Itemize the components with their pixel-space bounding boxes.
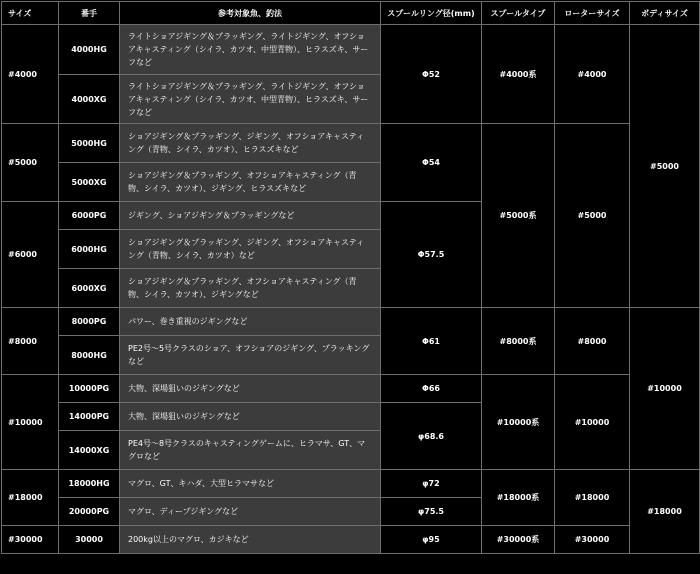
description-cell: PE2号～5号クラスのショア、オフショアのジギング、プラッキングなど [120,336,381,375]
model-cell: 10000PG [59,375,120,403]
body-size-cell: #5000 [630,25,700,308]
description-cell: ショアジギング＆プラッギング、ジギング、オフショアキャスティング（青物、シイラ、カツオ）、ヒラスズキなど [120,124,381,163]
size-cell: #8000 [2,308,59,375]
model-cell: 14000PG [59,403,120,431]
header-model: 番手 [59,2,120,25]
description-cell: 200kg以上のマグロ、カジキなど [120,526,381,554]
model-cell: 20000PG [59,498,120,526]
spool-ring-cell: Φ57.5 [381,202,482,308]
description-cell: ショアジギング＆プラッギング、オフショアキャスティング（青物、シイラ、カツオ）、ジギングなど [120,269,381,308]
size-cell: #18000 [2,470,59,526]
table-row [2,470,700,498]
model-cell: 8000HG [59,336,120,375]
spool-ring-cell: Φ54 [381,124,482,202]
size-cell: #10000 [2,375,59,470]
reel-spec-table [1,1,700,554]
model-cell: 4000HG [59,25,120,75]
description-cell: ショアジギング＆プラッギング、ジギング、オフショアキャスティング（青物、シイラ、カツオ）など [120,230,381,269]
table-row [2,375,700,403]
body-size-cell: #10000 [630,308,700,470]
spool-type-cell: #18000系 [482,470,555,526]
spool-ring-cell: Φ61 [381,308,482,375]
header-size: サイズ [2,2,59,25]
table-row [2,526,700,554]
size-cell: #6000 [2,202,59,308]
model-cell: 18000HG [59,470,120,498]
spool-type-cell: #4000系 [482,25,555,124]
description-cell: パワー、巻き重視のジギングなど [120,308,381,336]
size-cell: #5000 [2,124,59,202]
model-cell: 6000XG [59,269,120,308]
model-cell: 6000PG [59,202,120,230]
table-row [2,308,700,336]
spool-type-cell: #5000系 [482,124,555,308]
model-cell: 5000XG [59,163,120,202]
header-rotor-size: ローターサイズ [555,2,630,25]
description-cell: PE4号～8号クラスのキャスティングゲームに、ヒラマサ、GT、マグロなど [120,431,381,470]
header-spool-type: スプールタイプ [482,2,555,25]
description-cell: 大物、深場狙いのジギングなど [120,375,381,403]
model-cell: 6000HG [59,230,120,269]
description-cell: マグロ、GT、キハダ、大型ヒラマサなど [120,470,381,498]
spool-ring-cell: φ72 [381,470,482,498]
model-cell: 5000HG [59,124,120,163]
spool-ring-cell: φ75.5 [381,498,482,526]
rotor-size-cell: #5000 [555,124,630,308]
spool-ring-cell: Φ52 [381,25,482,124]
size-cell: #30000 [2,526,59,554]
spool-type-cell: #8000系 [482,308,555,375]
description-cell: ライトショアジギング＆プラッギング、ライトジギング、オフショアキャスティング（シイラ、カツオ、中型青物）、ヒラスズキ、サーフなど [120,25,381,75]
rotor-size-cell: #30000 [555,526,630,554]
spool-ring-cell: φ95 [381,526,482,554]
spool-type-cell: #30000系 [482,526,555,554]
body-size-cell: #18000 [630,470,700,554]
rotor-size-cell: #10000 [555,375,630,470]
table-row [2,124,700,163]
description-cell: ジギング、ショアジギング＆プラッギングなど [120,202,381,230]
rotor-size-cell: #4000 [555,25,630,124]
rotor-size-cell: #8000 [555,308,630,375]
model-cell: 8000PG [59,308,120,336]
header-body-size: ボディサイズ [630,2,700,25]
model-cell: 4000XG [59,75,120,124]
rotor-size-cell: #18000 [555,470,630,526]
description-cell: ショアジギング＆プラッギング、オフショアキャスティング（青物、シイラ、カツオ）、ジギング、ヒラスズキなど [120,163,381,202]
spool-ring-cell: φ68.6 [381,403,482,470]
spool-type-cell: #10000系 [482,375,555,470]
description-cell: ライトショアジギング＆プラッギング、ライトジギング、オフショアキャスティング（シイラ、カツオ、中型青物）、ヒラスズキ、サーフなど [120,75,381,124]
spool-ring-cell: Φ66 [381,375,482,403]
size-cell: #4000 [2,25,59,124]
header-target: 参考対象魚、釣法 [120,2,381,25]
header-row [2,2,700,25]
description-cell: マグロ、ディープジギングなど [120,498,381,526]
description-cell: 大物、深場狙いのジギングなど [120,403,381,431]
model-cell: 14000XG [59,431,120,470]
model-cell: 30000 [59,526,120,554]
table-row [2,25,700,75]
header-spool-ring: スプールリング径(mm) [381,2,482,25]
